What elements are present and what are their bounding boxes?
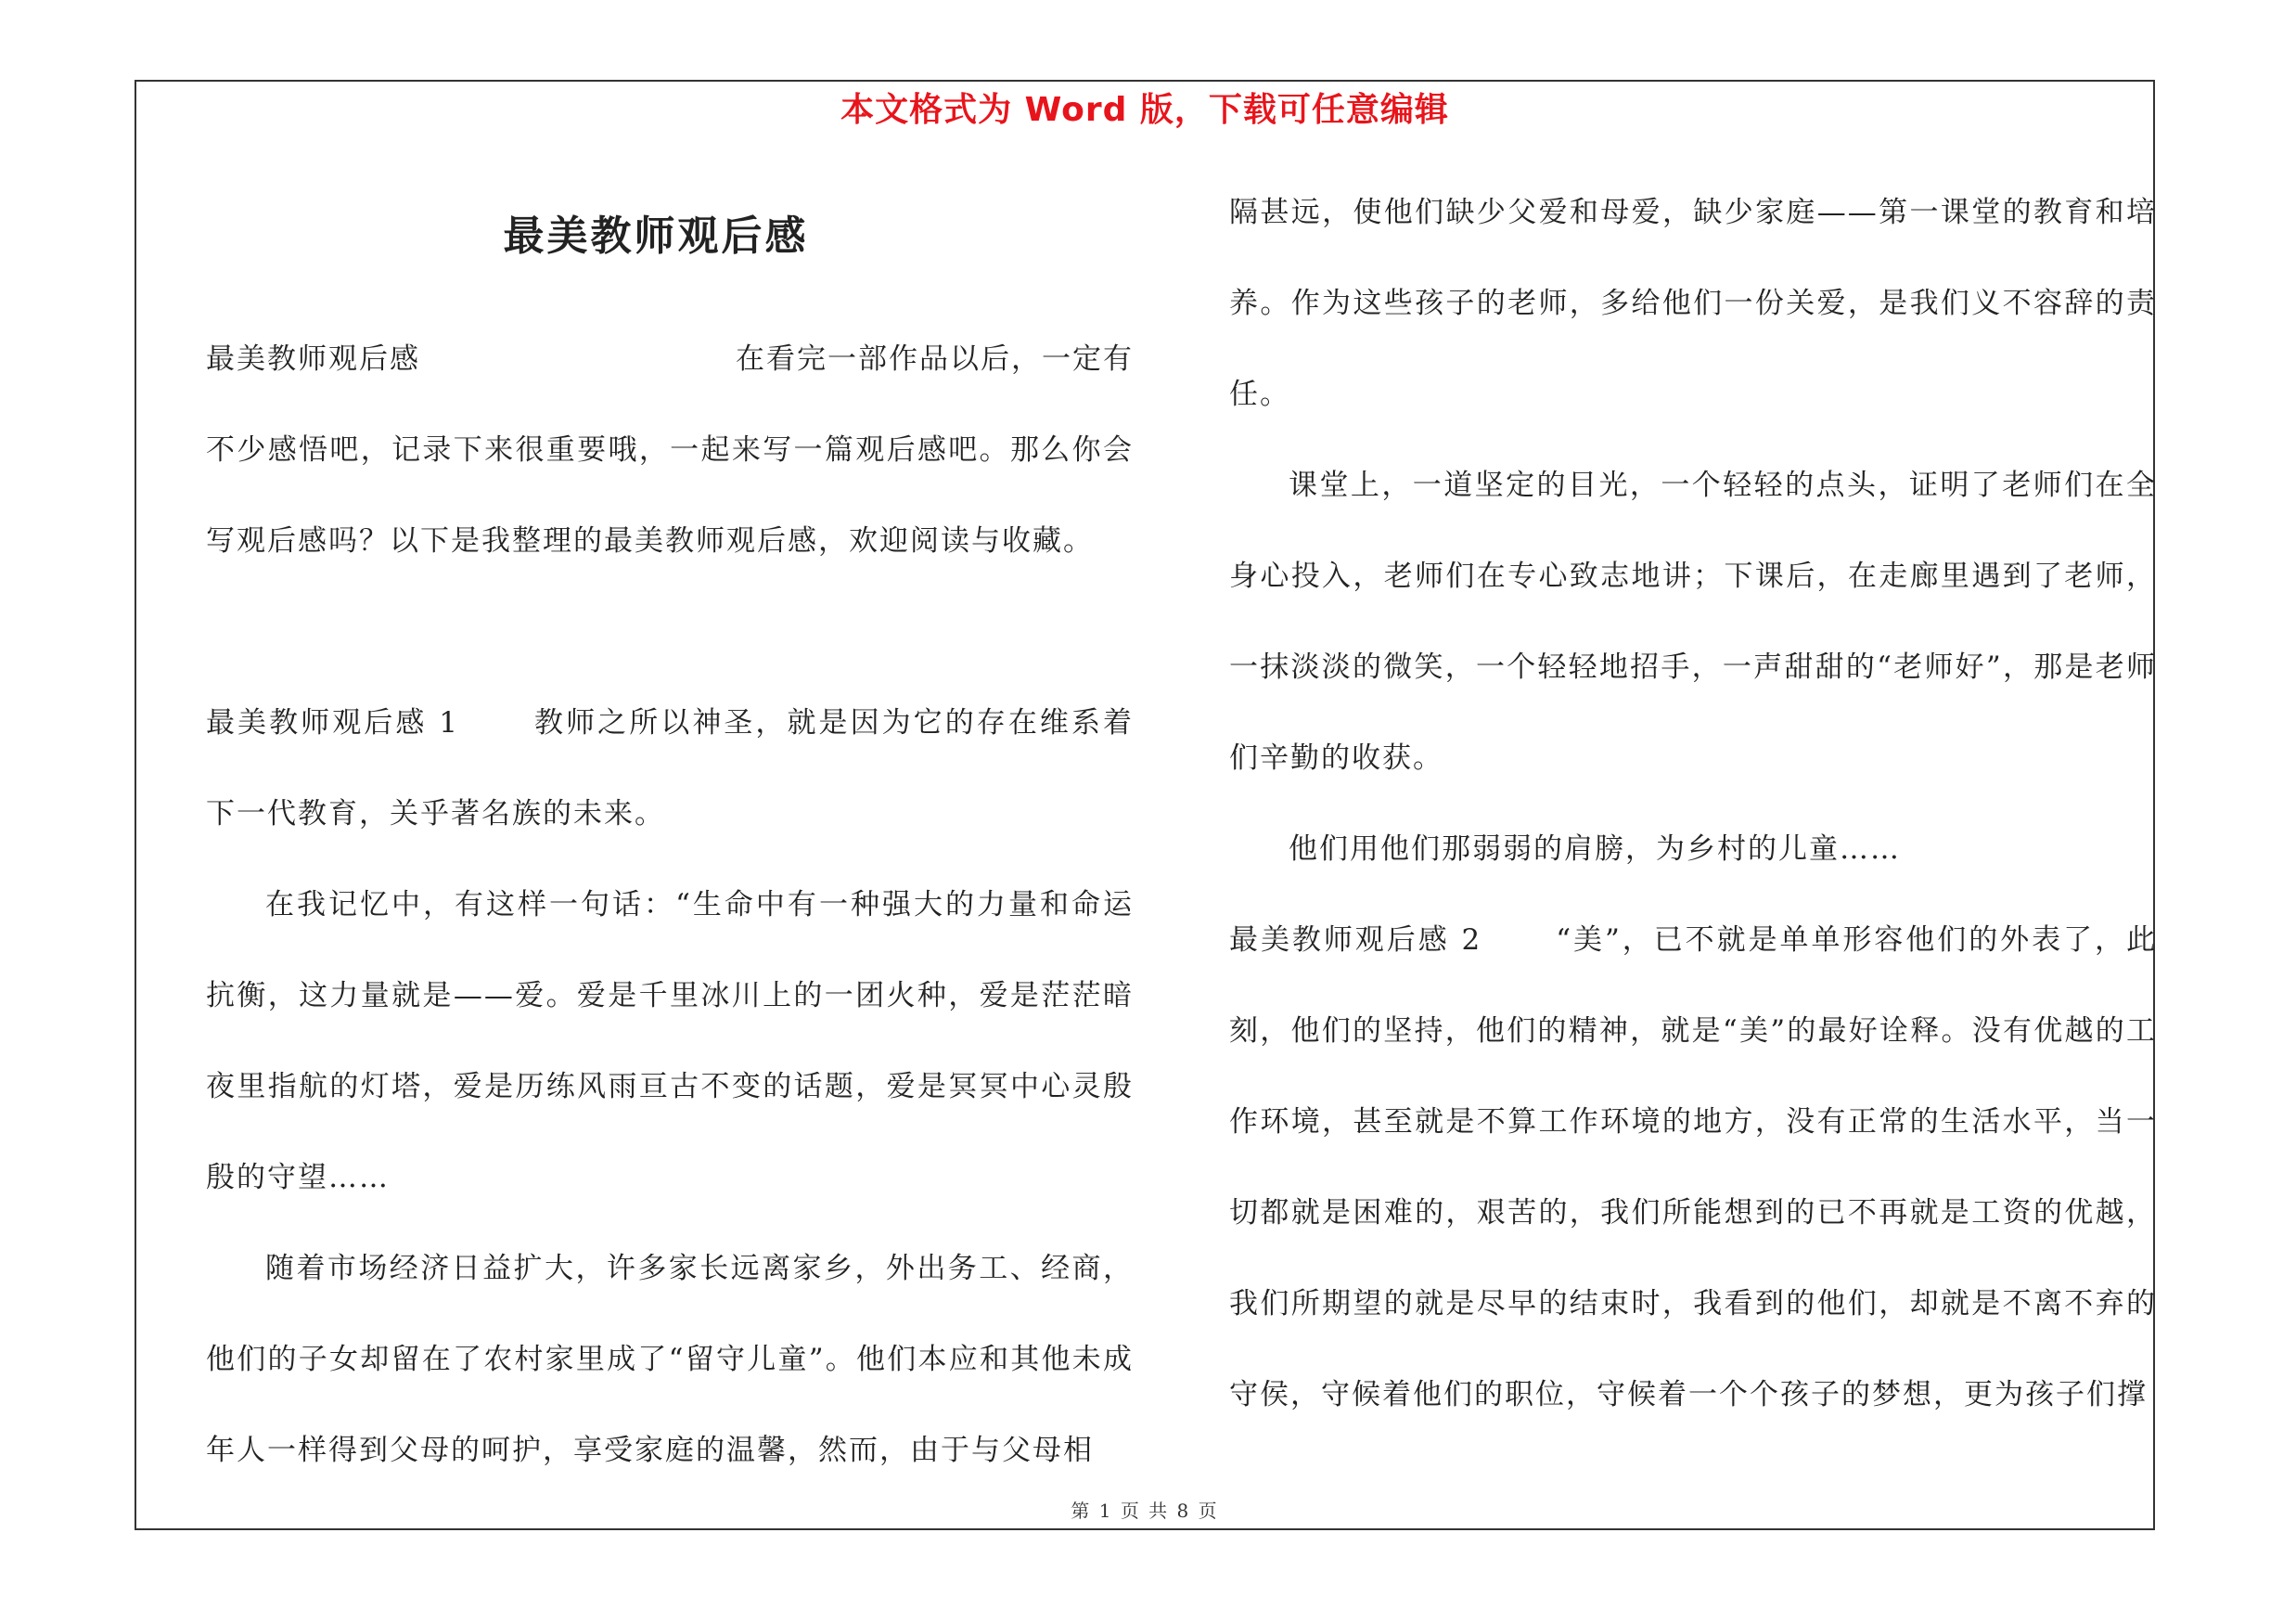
section2-paragraph <box>1229 895 2157 1440</box>
word-format-banner: 本文格式为 Word 版，下载可任意编辑 <box>840 91 1449 129</box>
memory-paragraph: 在我记忆中，有这样一句话：“生命中有一种强大的力量和命运抗衡，这力量就是——爱。爱是千里冰川上的一团火种，爱是茫茫暗夜里指航的灯塔，爱是历练风雨亘古不变的话题，爱是冥冥中心灵殷殷的守望…… <box>206 888 1134 1194</box>
intro-text: 在看完一部作品以后，一定有不少感悟吧，记录下来很重要哦，一起来写一篇观后感吧。那么你会写观后感吗？以下是我整理的最美教师观后感，欢迎阅读与收藏。 <box>206 342 1134 558</box>
page-number: 第 1 页 共 8 页 <box>1071 1500 1219 1522</box>
section1-label: 最美教师观后感 1 <box>206 706 459 740</box>
shoulders-paragraph: 他们用他们那弱弱的肩膀，为乡村的儿童…… <box>1289 832 1901 866</box>
section2-text: “美”，已不就是单单形容他们的外表了，此刻，他们的坚持，他们的精神，就是“美”的最好诠释。没有优越的工作环境，甚至就是不算工作环境的地方，没有正常的生活水平，当一切都就是困难的，艰苦的，我们所能想到的已不再就是工资的优越，我们所期望的就是尽早的结束时，我看到的他们，却就是不离不弃的守侯，守候着他们的职位，守候着一个个孩子的梦想，更为孩子们撑 <box>1229 923 2157 1411</box>
document-title: 最美教师观后感 <box>503 213 809 260</box>
section1-text: 教师之所以神圣，就是因为它的存在维系着下一代教育，关乎著名族的未来。 <box>206 706 1134 831</box>
right-column <box>1229 167 2157 1440</box>
intro-label: 最美教师观后感 <box>206 342 420 376</box>
left-column <box>206 167 1134 1496</box>
section2-label: 最美教师观后感 2 <box>1229 923 1482 957</box>
section1-paragraph <box>206 677 1134 859</box>
paragraph-gap <box>206 586 1134 677</box>
classroom-paragraph: 课堂上，一道坚定的目光，一个轻轻的点头，证明了老师们在全身心投入，老师们在专心致志地讲；下课后，在走廊里遇到了老师，一抹淡淡的微笑，一个轻轻地招手，一声甜甜的“老师好”，那是老师们辛勤的收获。 <box>1229 469 2157 775</box>
continued-paragraph: 隔甚远，使他们缺少父爱和母爱，缺少家庭——第一课堂的教育和培养。作为这些孩子的老师，多给他们一份关爱，是我们义不容辞的责任。 <box>1229 196 2157 411</box>
intro-paragraph <box>206 314 1134 586</box>
left-behind-children-paragraph: 随着市场经济日益扩大，许多家长远离家乡，外出务工、经商，他们的子女却留在了农村家里成了“留守儿童”。他们本应和其他未成年人一样得到父母的呵护，享受家庭的温馨，然而，由于与父母相 <box>206 1252 1134 1467</box>
